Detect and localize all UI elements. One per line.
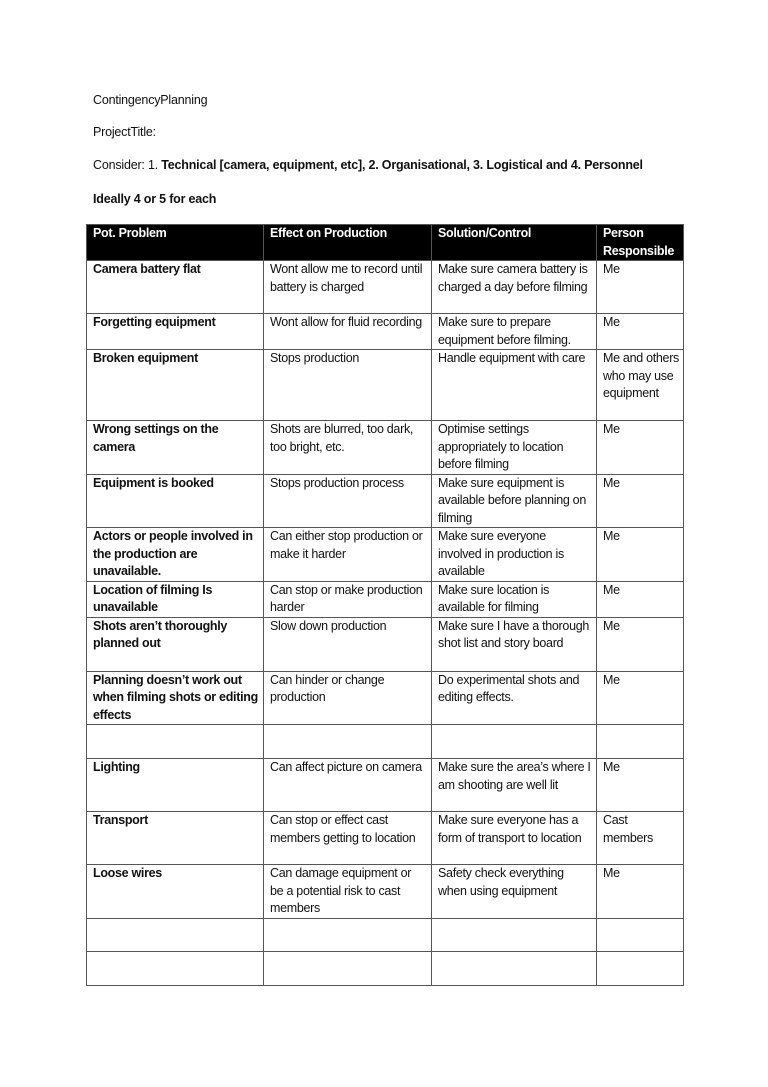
problem-cell: Shots aren’t thoroughly planned out [87,617,264,671]
project-title-label: ProjectTitle: [93,125,156,139]
table-row [87,812,684,865]
ideal-count-note: Ideally 4 or 5 for each [93,192,217,206]
consider-prefix: Consider: 1. [93,158,162,172]
table-row [87,918,684,951]
document-title: ContingencyPlanning [93,93,208,107]
problem-cell: Forgetting equipment [87,314,264,350]
person-cell: Me [597,865,684,919]
header-effect-on-production: Effect on Production [264,225,432,261]
solution-cell: Make sure everyone has a form of transport to location [432,812,597,865]
effect-cell [264,918,432,951]
solution-cell: Make sure everyone involved in production is available [432,528,597,582]
problem-cell [87,725,264,759]
effect-cell: Can stop or effect cast members getting to location [264,812,432,865]
table-row [87,421,684,475]
table-row [87,314,684,350]
effect-cell: Slow down production [264,617,432,671]
person-cell: Me [597,617,684,671]
consider-line [93,158,643,172]
problem-cell: Lighting [87,759,264,812]
solution-cell: Make sure camera battery is charged a day before filming [432,261,597,314]
effect-cell: Wont allow me to record until battery is charged [264,261,432,314]
problem-cell [87,918,264,951]
table-header-row [87,225,684,261]
consider-categories: Technical [camera, equipment, etc], 2. Organisational, 3. Logistical and 4. Personnel [161,158,643,172]
effect-cell: Can either stop production or make it harder [264,528,432,582]
effect-cell [264,725,432,759]
table-row [87,581,684,617]
problem-cell: Actors or people involved in the production are unavailable. [87,528,264,582]
solution-cell: Optimise settings appropriately to location before filming [432,421,597,475]
person-cell [597,918,684,951]
solution-cell: Make sure location is available for filming [432,581,597,617]
effect-cell: Can affect picture on camera [264,759,432,812]
effect-cell [264,951,432,985]
table-row [87,528,684,582]
contingency-table [86,224,684,986]
solution-cell: Do experimental shots and editing effects. [432,671,597,725]
problem-cell: Location of filming Is unavailable [87,581,264,617]
person-cell [597,725,684,759]
solution-cell [432,725,597,759]
solution-cell: Make sure equipment is available before planning on filming [432,474,597,528]
problem-cell: Equipment is booked [87,474,264,528]
person-cell: Me [597,421,684,475]
table-row [87,671,684,725]
problem-cell: Broken equipment [87,350,264,421]
header-pot-problem: Pot. Problem [87,225,264,261]
person-cell: Cast members [597,812,684,865]
person-cell: Me [597,581,684,617]
effect-cell: Shots are blurred, too dark, too bright, etc. [264,421,432,475]
effect-cell: Wont allow for fluid recording [264,314,432,350]
solution-cell: Safety check everything when using equipment [432,865,597,919]
person-cell: Me and others who may use equipment [597,350,684,421]
problem-cell [87,951,264,985]
effect-cell: Can hinder or change production [264,671,432,725]
solution-cell: Make sure the area’s where I am shooting are well lit [432,759,597,812]
problem-cell: Loose wires [87,865,264,919]
problem-cell: Wrong settings on the camera [87,421,264,475]
table-row [87,617,684,671]
table-row [87,474,684,528]
person-cell: Me [597,261,684,314]
person-cell: Me [597,474,684,528]
header-solution-control: Solution/Control [432,225,597,261]
header-person-responsible: Person Responsible [597,225,684,261]
person-cell [597,951,684,985]
effect-cell: Can stop or make production harder [264,581,432,617]
table-row [87,261,684,314]
effect-cell: Can damage equipment or be a potential risk to cast members [264,865,432,919]
table-row [87,951,684,985]
person-cell: Me [597,314,684,350]
person-cell: Me [597,759,684,812]
person-cell: Me [597,528,684,582]
solution-cell [432,918,597,951]
problem-cell: Transport [87,812,264,865]
table-row [87,759,684,812]
problem-cell: Planning doesn’t work out when filming shots or editing effects [87,671,264,725]
table-row [87,350,684,421]
problem-cell: Camera battery flat [87,261,264,314]
table-row [87,865,684,919]
effect-cell: Stops production process [264,474,432,528]
person-cell: Me [597,671,684,725]
solution-cell: Make sure I have a thorough shot list and story board [432,617,597,671]
table-row [87,725,684,759]
solution-cell: Make sure to prepare equipment before filming. [432,314,597,350]
solution-cell: Handle equipment with care [432,350,597,421]
effect-cell: Stops production [264,350,432,421]
solution-cell [432,951,597,985]
